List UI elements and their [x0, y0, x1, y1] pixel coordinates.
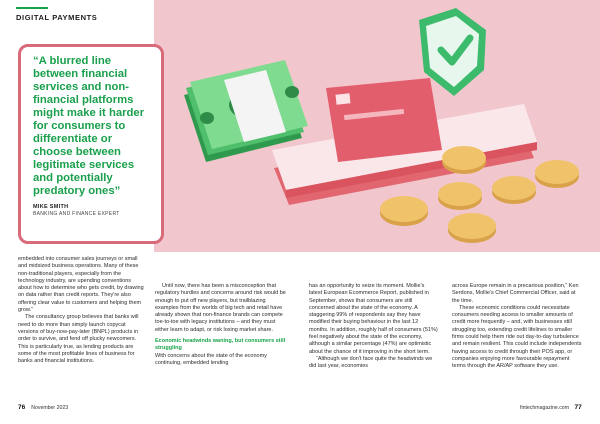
issue-date: November 2023	[31, 405, 69, 411]
paragraph: Until now, there has been a misconception that regulatory hurdles and concerns around risk would be enough to put off new players, but trailblazing examples from the worlds of big tech and retail have already shown that non-finance brands can compete toe-to-toe with legacy institutions – and they must either learn to adapt, or risk losing market share.	[155, 283, 286, 333]
pull-quote-text: “A blurred line between financial services and non-financial platforms might make it harder for consumers to differentiate or choose between legitimate services and potentially predatory ones”	[33, 55, 145, 197]
website: fintechmagazine.com	[520, 405, 570, 411]
paragraph: With concerns about the state of the economy continuing, embedded lending	[155, 352, 267, 366]
paragraph: These economic conditions could necessitate consumers needing access to smaller amounts of credit more frequently – and, with businesses still struggling too, extending credit lifelines to smaller firms could help them ride out day-to-day turbulence and remain resilient. This could include independents having access to credit through their POS app, or companies enjoying more favourable repayment terms through the AR/AP software they use.	[452, 304, 582, 370]
body-column-4	[452, 283, 584, 371]
quote-attribution-role: BANKING AND FINANCE EXPERT	[33, 211, 120, 217]
page-number: 77	[574, 404, 582, 411]
hero-illustration	[154, 0, 600, 252]
payments-illustration	[154, 0, 600, 252]
subheading: Economic headwinds waning, but consumers still struggling	[155, 338, 286, 352]
body-column-2	[155, 283, 287, 367]
paragraph: “Although we don't face quite the headwinds we did last year, economies	[309, 355, 433, 370]
paragraph: embedded into consumer sales journeys or small and midsized business operations. Many of these non-traditional players, especially from the technology industry, are upending conventions about how to determine who gets credit, by drawing on data rather than credit reports. They're also offering clear value to customers and helping them grow.”	[18, 256, 144, 314]
pull-quote-box	[18, 44, 164, 244]
banknote-stack	[184, 60, 308, 162]
paragraph: across Europe remain in a precarious position,” Ken Serdons, Mollie's Chief Commercial Officer, said at the time.	[452, 283, 579, 304]
footer-left	[18, 404, 68, 411]
paragraph: has an opportunity to seize its moment. Mollie's latest European Ecommerce Report, published in September, shows that consumers are still concerned about the state of the economy. A staggering 99% of respondents say they have modified their buying behaviour in the last 12 months. In addition, roughly half of consumers (51%) feel negatively about the state of the economy, although a similar percentage (47%) are optimistic about the chance of it improving in the short term.	[309, 283, 438, 355]
footer-right	[520, 404, 582, 411]
body-column-1	[18, 256, 146, 365]
page-number: 76	[18, 404, 26, 411]
paragraph: The consultancy group believes that banks will need to do more than simply launch copycat versions of buy-now-pay-later (BNPL) products in order to survive, and fend off plucky newcomers. This is particularly true, as lending products are some of the most profitable lines of business for banks and financial institutions.	[18, 314, 139, 365]
quote-attribution-name: MIKE SMITH	[33, 204, 69, 210]
body-column-3	[309, 283, 439, 371]
credit-card	[326, 78, 442, 162]
section-tag: DIGITAL PAYMENTS	[16, 13, 98, 22]
